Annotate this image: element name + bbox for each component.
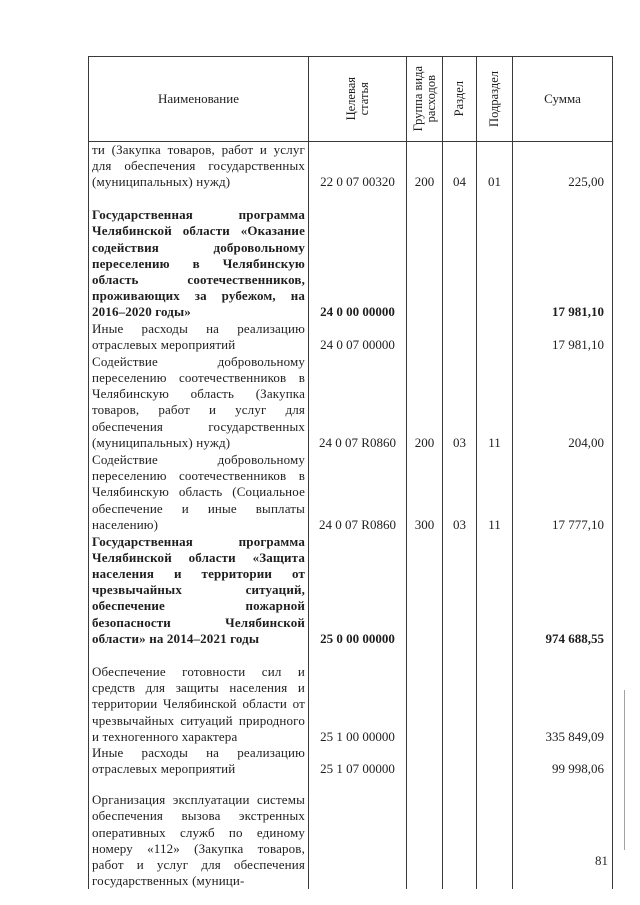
- row-expense-group: [407, 745, 443, 777]
- row-target-article: 25 1 00 00000: [309, 647, 407, 745]
- row-subsection: 11: [477, 451, 513, 533]
- table-row: [89, 142, 613, 191]
- table-row: [89, 533, 613, 647]
- row-sum: 17 777,10: [513, 451, 613, 533]
- table-header-row: [89, 57, 613, 142]
- row-expense-group: 200: [407, 353, 443, 451]
- header-section: [443, 57, 477, 142]
- row-expense-group: 300: [407, 451, 443, 533]
- row-section: [443, 533, 477, 647]
- row-subsection: [477, 745, 513, 777]
- table-row: [89, 647, 613, 745]
- header-target-article: [309, 57, 407, 142]
- table-row: [89, 191, 613, 321]
- row-sum: 17 981,10: [513, 191, 613, 321]
- row-section: 04: [443, 142, 477, 191]
- budget-table: [88, 56, 613, 889]
- page-number: 81: [595, 853, 608, 868]
- row-target-article: 24 0 07 R0860: [309, 451, 407, 533]
- row-sum: 17 981,10: [513, 321, 613, 353]
- row-target-article: 24 0 07 R0860: [309, 353, 407, 451]
- header-name: Наименование: [89, 57, 309, 142]
- header-section-label: Раздел: [452, 81, 466, 117]
- row-name: Иные расходы на реализацию отраслевых мероприятий: [89, 745, 309, 777]
- row-subsection: [477, 533, 513, 647]
- row-target-article: 24 0 07 00000: [309, 321, 407, 353]
- row-section: 03: [443, 451, 477, 533]
- table-row: [89, 353, 613, 451]
- row-name: Государственная программа Челябинской области «Защита населения и территории от чрезвычайных ситуаций, обеспечение пожарной безопасности Челябинской области» на 2014–2021 годы: [89, 533, 309, 647]
- row-section: [443, 191, 477, 321]
- row-expense-group: 200: [407, 142, 443, 191]
- row-section: [443, 777, 477, 889]
- row-name: Государственная программа Челябинской области «Оказание содействия добровольному переселению в Челябинскую область соотечественников, проживающих за рубежом, на 2016–2020 годы»: [89, 191, 309, 321]
- row-section: [443, 647, 477, 745]
- row-sum: 225,00: [513, 142, 613, 191]
- row-expense-group: [407, 533, 443, 647]
- row-target-article: 25 1 07 00000: [309, 745, 407, 777]
- scan-artifact-line: [624, 690, 625, 850]
- row-sum: 204,00: [513, 353, 613, 451]
- row-sum: 974 688,55: [513, 533, 613, 647]
- row-section: [443, 321, 477, 353]
- row-expense-group: [407, 191, 443, 321]
- table-row: [89, 451, 613, 533]
- row-section: [443, 745, 477, 777]
- row-target-article: 22 0 07 00320: [309, 142, 407, 191]
- row-subsection: [477, 191, 513, 321]
- table-body: [89, 142, 613, 890]
- row-sum: [513, 777, 613, 889]
- row-subsection: [477, 647, 513, 745]
- row-target-article: [309, 777, 407, 889]
- row-section: 03: [443, 353, 477, 451]
- header-group-label: Группа вида расходов: [410, 66, 438, 132]
- header-target-label: Целевая статья: [343, 77, 371, 121]
- row-subsection: [477, 321, 513, 353]
- row-target-article: 24 0 00 00000: [309, 191, 407, 321]
- header-expense-group: [407, 57, 443, 142]
- row-name: Содействие добровольному переселению соотечественников в Челябинскую область (Социальное обеспечение и иные выплаты населению): [89, 451, 309, 533]
- row-expense-group: [407, 321, 443, 353]
- header-subsection-label: Подраздел: [487, 71, 501, 127]
- row-name: Организация эксплуатации системы обеспечения вызова экстренных оперативных служб по единому номеру «112» (Закупка товаров, работ и услуг для обеспечения государственных (муници-: [89, 777, 309, 889]
- table-row: [89, 777, 613, 889]
- table-row: [89, 321, 613, 353]
- table-row: [89, 745, 613, 777]
- row-name: Содействие добровольному переселению соотечественников в Челябинскую область (Закупка товаров, работ и услуг для обеспечения государственных (муниципальных) нужд): [89, 353, 309, 451]
- row-name: Иные расходы на реализацию отраслевых мероприятий: [89, 321, 309, 353]
- row-target-article: 25 0 00 00000: [309, 533, 407, 647]
- row-subsection: 01: [477, 142, 513, 191]
- header-subsection: [477, 57, 513, 142]
- row-expense-group: [407, 777, 443, 889]
- row-subsection: [477, 777, 513, 889]
- row-name: ти (Закупка товаров, работ и услуг для обеспечения государственных (муниципальных) нужд): [89, 142, 309, 191]
- row-sum: 99 998,06: [513, 745, 613, 777]
- row-sum: 335 849,09: [513, 647, 613, 745]
- row-expense-group: [407, 647, 443, 745]
- row-name: Обеспечение готовности сил и средств для защиты населения и территории Челябинской области от чрезвычайных ситуаций природного и техногенного характера: [89, 647, 309, 745]
- header-sum: Сумма: [513, 57, 613, 142]
- row-subsection: 11: [477, 353, 513, 451]
